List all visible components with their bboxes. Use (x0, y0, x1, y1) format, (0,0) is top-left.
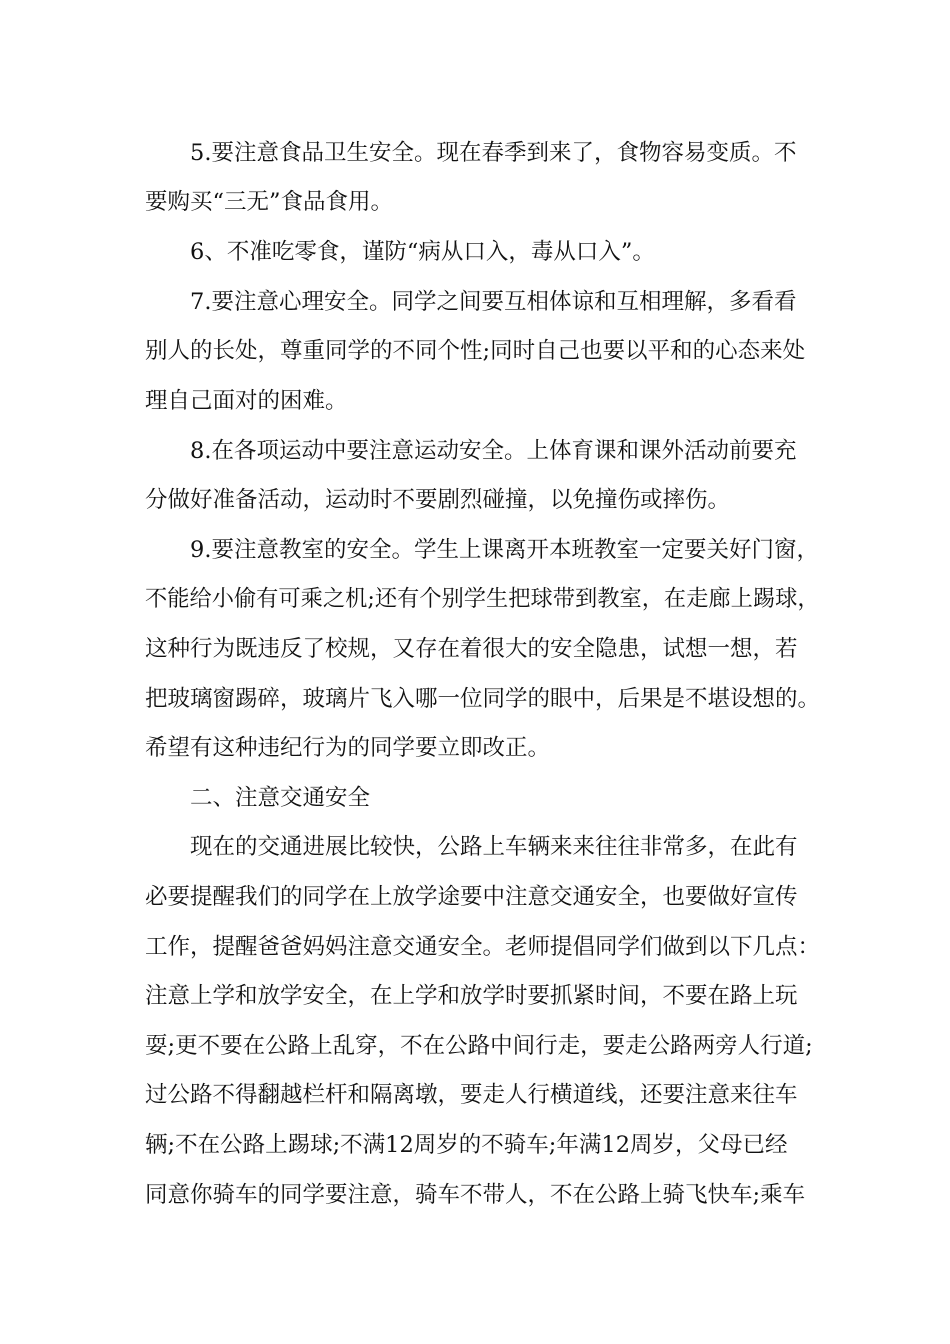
text-line: 8.在各项运动中要注意运动安全。上体育课和课外活动前要充 (190, 438, 797, 464)
text-line: 9.要注意教室的安全。学生上课离开本班教室一定要关好门窗， (190, 537, 819, 563)
text-line: 6、不准吃零食，谨防“病从口入，毒从口入”。 (190, 239, 655, 265)
text-line: 把玻璃窗踢碎，玻璃片飞入哪一位同学的眼中，后果是不堪设想的。 (145, 686, 821, 712)
text-line: 7.要注意心理安全。同学之间要互相体谅和互相理解，多看看 (190, 289, 797, 315)
section-heading: 二、注意交通安全 (190, 785, 371, 811)
text-line: 过公路不得翻越栏杆和隔离墩，要走人行横道线，还要注意来往车 (145, 1082, 798, 1108)
text-line: 工作，提醒爸爸妈妈注意交通安全。老师提倡同学们做到以下几点： (145, 934, 821, 960)
text-line: 这种行为既违反了校规，又存在着很大的安全隐患，试想一想，若 (145, 636, 798, 662)
text-line: 不能给小偷有可乘之机;还有个别学生把球带到教室，在走廊上踢球， (145, 586, 820, 612)
text-line: 必要提醒我们的同学在上放学途要中注意交通安全，也要做好宣传 (145, 884, 798, 910)
text-line: 现在的交通进展比较快，公路上车辆来来往往非常多，在此有 (190, 834, 798, 860)
text-line: 耍;更不要在公路上乱穿，不在公路中间行走，要走公路两旁人行道; (145, 1033, 813, 1059)
text-line: 希望有这种违纪行为的同学要立即改正。 (145, 735, 551, 761)
text-line: 同意你骑车的同学要注意，骑车不带人，不在公路上骑飞快车;乘车 (145, 1182, 806, 1208)
text-line: 注意上学和放学安全，在上学和放学时要抓紧时间，不要在路上玩 (145, 983, 798, 1009)
text-line: 理自己面对的困难。 (145, 388, 348, 414)
text-line: 别人的长处，尊重同学的不同个性;同时自己也要以平和的心态来处 (145, 338, 806, 364)
text-line: 辆;不在公路上踢球;不满12周岁的不骑车;年满12周岁，父母已经 (145, 1132, 788, 1158)
text-line: 5.要注意食品卫生安全。现在春季到来了，食物容易变质。不 (190, 140, 797, 166)
text-line: 分做好准备活动，运动时不要剧烈碰撞，以免撞伤或摔伤。 (145, 487, 731, 513)
text-line: 要购买“三无”食品食用。 (145, 189, 394, 215)
